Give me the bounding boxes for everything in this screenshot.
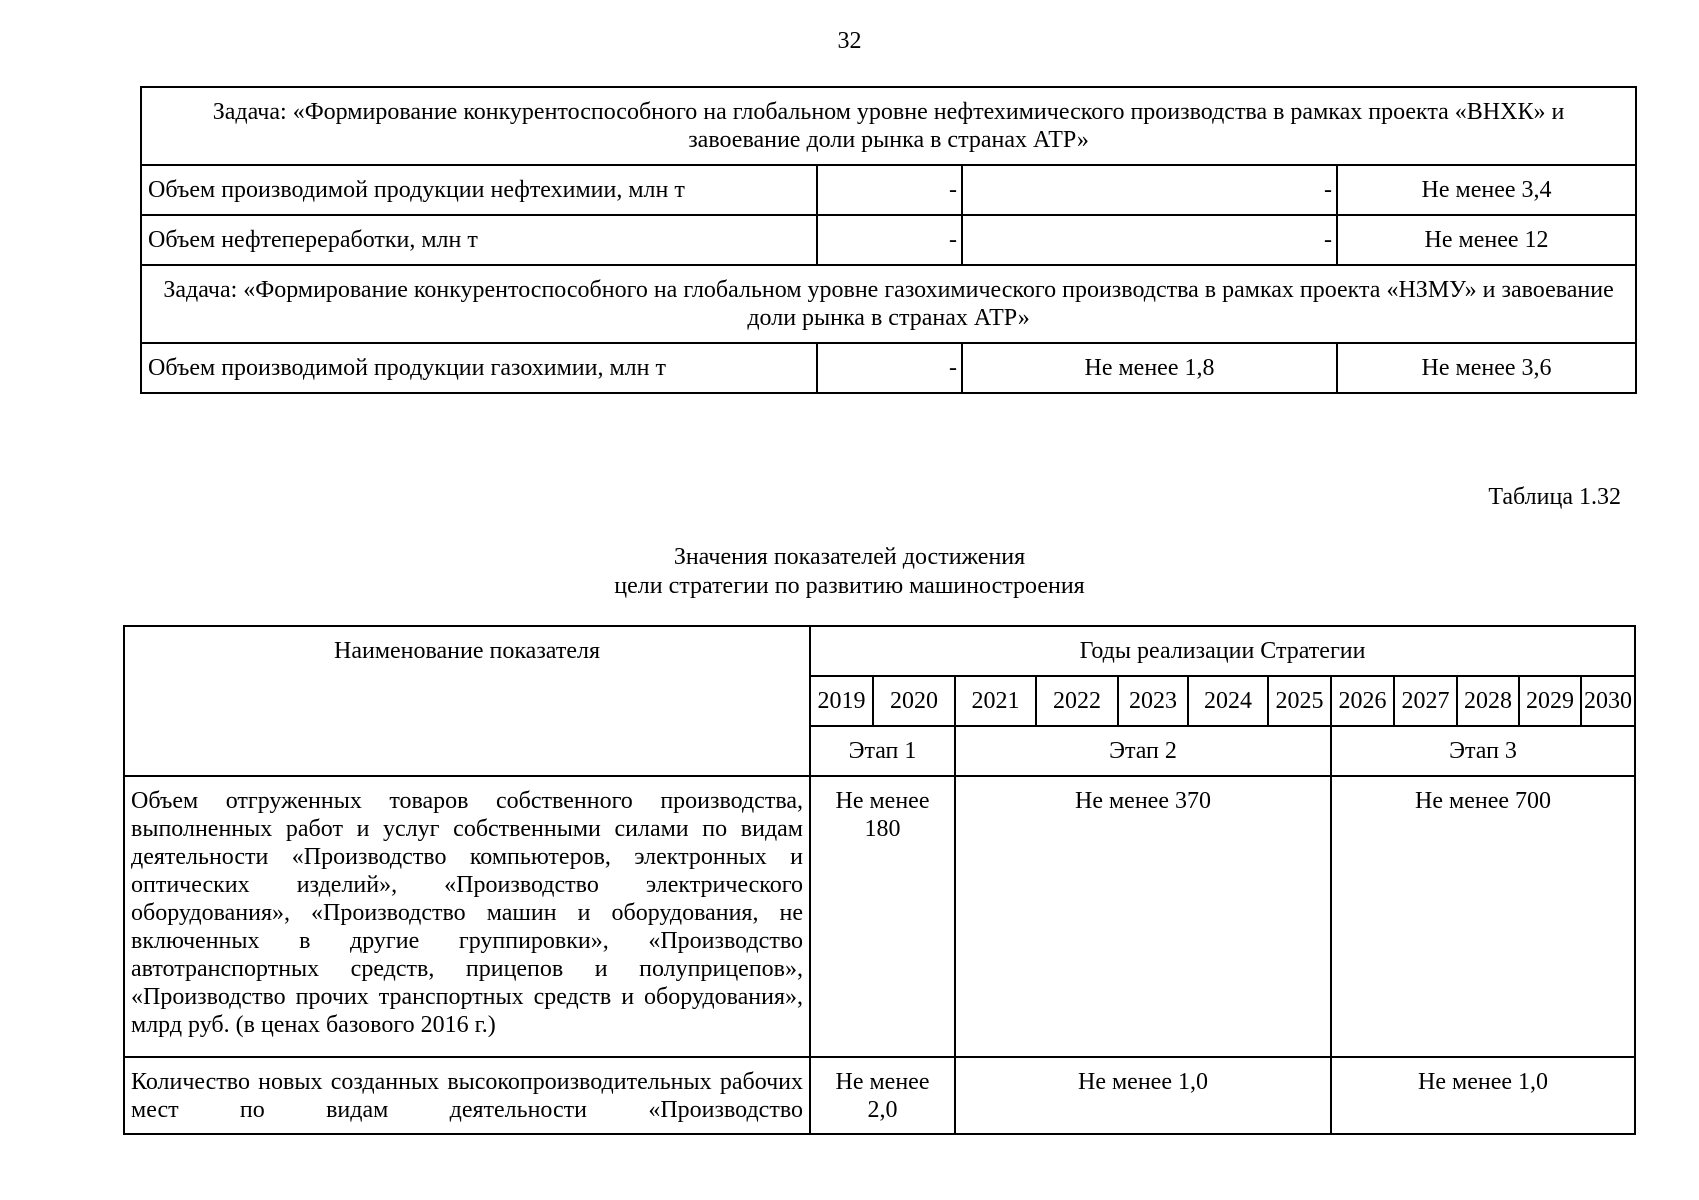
stage-1-value: [810, 1057, 955, 1134]
stage-2-value: Не менее 370: [955, 776, 1331, 1057]
table-row: [141, 165, 1636, 215]
cell-value: -: [962, 165, 1337, 215]
header-indicator-name: Наименование показателя: [124, 626, 810, 776]
table-title-line: цели стратегии по развитию машиностроения: [614, 573, 1085, 599]
table-label: Таблица 1.32: [1488, 484, 1621, 510]
stage-2: Этап 2: [955, 726, 1331, 776]
stage-3-value: Не менее 1,0: [1331, 1057, 1635, 1134]
year-cell: 2030: [1581, 676, 1635, 726]
year-cell: 2028: [1457, 676, 1519, 726]
year-cell: 2023: [1118, 676, 1188, 726]
value-line: 2,0: [867, 1097, 898, 1123]
table-row: [124, 776, 1635, 1057]
indicator-name: Объем производимой продукции нефтехимии, млн т: [141, 165, 817, 215]
cell-value: Не менее 3,6: [1337, 343, 1636, 393]
table-row: [141, 343, 1636, 393]
task-heading-gaschemical: Задача: «Формирование конкурентоспособного на глобальном уровне газохимического производства в рамках проекта «НЗМУ» и завоевание доли рынка в странах АТР»: [141, 265, 1636, 343]
table-title-line: Значения показателей достижения: [673, 544, 1026, 570]
indicators-table: [123, 625, 1636, 1135]
indicator-name: Объем производимой продукции газохимии, млн т: [141, 343, 817, 393]
table-row: [124, 1057, 1635, 1134]
stage-3: Этап 3: [1331, 726, 1635, 776]
cell-value: Не менее 1,8: [962, 343, 1337, 393]
objectives-table: [140, 86, 1637, 394]
header-years: Годы реализации Стратегии: [810, 626, 1635, 676]
year-cell: 2029: [1519, 676, 1581, 726]
cell-value: -: [962, 215, 1337, 265]
indicator-name: Объем отгруженных товаров собственного производства, выполненных работ и услуг собственными силами по видам деятельности «Производство компьютеров, электронных и оптических изделий», «Производство электрического оборудования», «Производство машин и оборудования, не включенных в другие группировки», «Производство автотранспортных средств, прицепов и полуприцепов», «Производство прочих транспортных средств и оборудования», млрд руб. (в ценах базового 2016 г.): [124, 776, 810, 1057]
year-cell: 2026: [1331, 676, 1394, 726]
value-line: Не менее: [835, 788, 930, 814]
cell-value: -: [817, 215, 962, 265]
value-line: Не менее: [835, 1069, 930, 1095]
table-title: [0, 543, 1699, 601]
year-cell: 2020: [873, 676, 955, 726]
cell-value: Не менее 3,4: [1337, 165, 1636, 215]
year-cell: 2027: [1394, 676, 1457, 726]
stage-2-value: Не менее 1,0: [955, 1057, 1331, 1134]
page-number: 32: [837, 28, 862, 54]
table-row: [141, 215, 1636, 265]
indicator-name: Количество новых созданных высокопроизводительных рабочих мест по видам деятельности «Производство: [124, 1057, 810, 1134]
stage-1-value: [810, 776, 955, 1057]
cell-value: Не менее 12: [1337, 215, 1636, 265]
value-line: 180: [864, 816, 901, 842]
year-cell: 2019: [810, 676, 873, 726]
cell-value: -: [817, 165, 962, 215]
year-cell: 2024: [1188, 676, 1268, 726]
stage-1: Этап 1: [810, 726, 955, 776]
year-cell: 2021: [955, 676, 1036, 726]
year-cell: 2025: [1268, 676, 1331, 726]
cell-value: -: [817, 343, 962, 393]
indicator-name: Объем нефтепереработки, млн т: [141, 215, 817, 265]
year-cell: 2022: [1036, 676, 1118, 726]
stage-3-value: Не менее 700: [1331, 776, 1635, 1057]
task-heading-petrochemical: Задача: «Формирование конкурентоспособного на глобальном уровне нефтехимического производства в рамках проекта «ВНХК» и завоевание доли рынка в странах АТР»: [141, 87, 1636, 165]
